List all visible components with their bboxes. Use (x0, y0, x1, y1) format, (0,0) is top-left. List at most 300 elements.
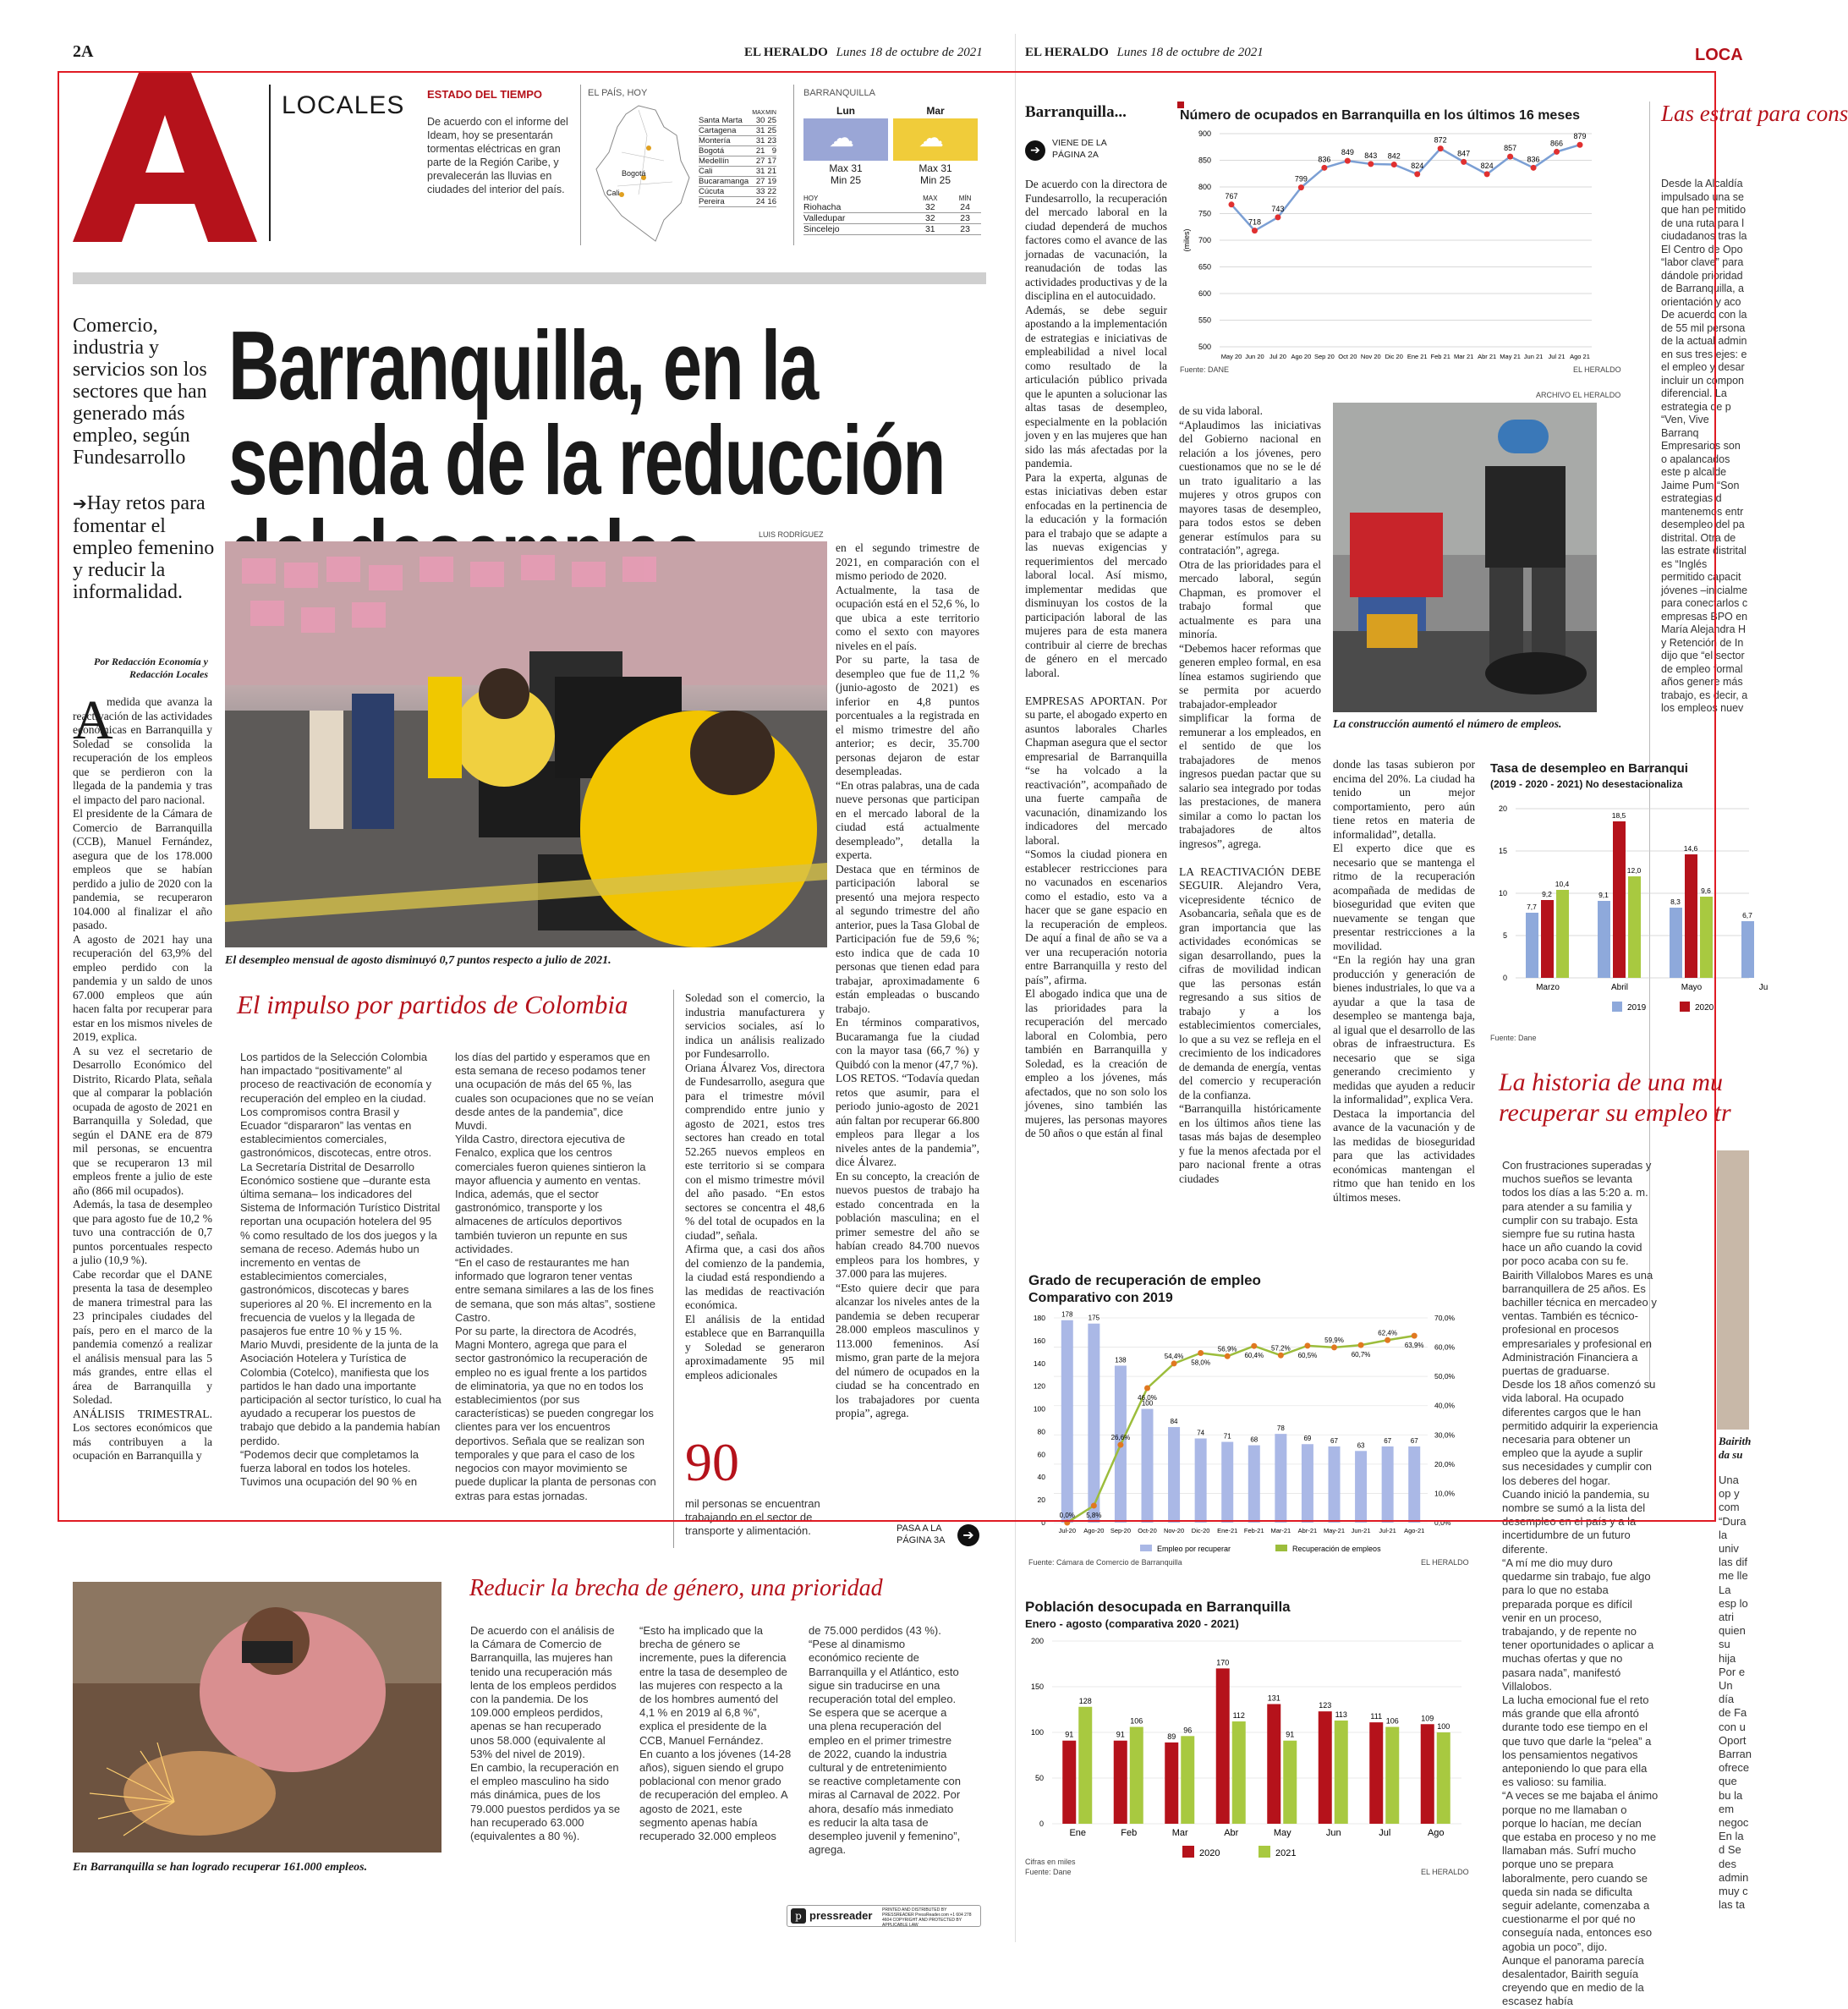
impulso-title: El impulso por partidos de Colombia (237, 990, 628, 1019)
city-cell: 24 (751, 197, 765, 207)
chart-poblacion-subtitle: Enero - agosto (comparativa 2020 - 2021) (1025, 1617, 1239, 1630)
data-label: 847 (1457, 149, 1471, 158)
photo-caption: El desempleo mensual de agosto disminuyó 0,7 puntos respecto a julio de 2021. (225, 954, 611, 967)
bar (1598, 901, 1610, 978)
y-tick-label: 650 (1198, 262, 1211, 272)
dropcap: A (73, 689, 113, 751)
x-tick-label: Nov-20 (1163, 1527, 1185, 1534)
x-tick-label: Abril (1610, 983, 1629, 992)
body-col-2: en el segundo trimestre de 2021, en comparación con el mismo periodo de 2020. Actualmente, la tasa de ocupación está en el 52,6 %, lo que ubica a este territorio como el sexto con mayores niveles en el país. Por su parte, la tasa de desempleo que fue de 11,2 % (junio-agosto de 2021) es inferior en 4,8 puntos porcentuales a la registrada en el mismo trimestre del año anterior; es decir, 35.700 personas dejaron de estar desempleadas. “En otras palabras, una de cada nueve personas que participan en el mercado laboral de la ciudad está actualmente desempleado”, detalla la experta. Destaca que en términos de participación laboral se presentó una mejora respecto al segundo trimestre del año anterior, pues la Tasa Global de Participación fue de 59,6 %; esto indica que de cada 10 personas que tienen edad para trabajar, aproximadamente 6 están empleadas o buscando trabajo. En términos comparativos, Bucaramanga fue la ciudad con la mayor tasa (66,7 %) y Quibdó con la menor (47,7 %). LOS RETOS. “Todavía quedan retos que asumir, para el periodo junio-agosto de 2021 aún faltan por recuperar 66.800 empleos para llegar a los niveles antes de la pandemia”, dice Álvarez. En su concepto, la creación de nuevos puestos de trabajo ha estado concentrada en la población masculina; en el primer semestre del año se habían creado 84.700 nuevos empleos para los hombres, y 37.000 para las mujeres. “Esto quiere decir que para alcanzar los niveles antes de la pandemia se deben recuperar 28.000 empleos masculinos y 113.000 femeninos. Así mismo, gran parte de la mejora del número de ocupados en la ciudad se ha concentrado en los trabajadores por cuenta propia”, agrega. (836, 541, 979, 1419)
folio: 2A (73, 42, 94, 61)
bar (1385, 1727, 1399, 1824)
bar-label: 170 (1216, 1658, 1230, 1667)
bar (1329, 1446, 1341, 1523)
bar (1216, 1668, 1230, 1824)
pct-label: 46,0% (1138, 1393, 1157, 1402)
bar-label: 67 (1410, 1436, 1418, 1445)
byline: Por Redacción Economía y Redacción Locales (94, 656, 208, 680)
arrow-right-icon[interactable]: ➔ (957, 1524, 979, 1546)
chart-poblacion (1022, 1631, 1478, 1859)
legend-swatch (1140, 1545, 1152, 1551)
cities-header (699, 110, 751, 116)
city-cell: 31 (751, 136, 765, 146)
x-tick-label: Jul-20 (1058, 1527, 1077, 1534)
colombia-map (588, 102, 698, 245)
impulso-col-2: los días del partido y esperamos que en esta semana de receso podamos tener una ocupación de más del 65 %, las cuales son ocupaciones que no se veían desde antes de la pandemia”, dice Muvdi. Yilda Castro, directora ejecutiva de Fenalco, explica que los centros comerciales fueron quienes sintieron la mayor afluencia y aumento en ventas. Indica, además, que el sector gastronómico, transporte y los almacenes de artículos deportivos también tuvieron un repunte en sus actividades. “En el caso de restaurantes me han informado que lograron tener ventas entre semana similares a las de los fines de semana, que son más altas”, sostiene Castro. Por su parte, la directora de Acodrés, Magni Montero, agrega que para el sector gastronómico la recuperación de empleo no es igual frente a los partidos de eliminatoria, ya que no en todos los establecimientos (por sus características) se pueden congregar los clientes para ver los encuentros deportivos. Señala que se realizan son temporales y que para el caso de los negocios con mayor movimiento se puede duplicar la planta de personas con extras para estas jornadas. (455, 1051, 656, 1502)
data-point (1229, 201, 1235, 207)
legend-label: 2020 (1199, 1848, 1220, 1858)
bar-label: 78 (1276, 1424, 1285, 1433)
chart-grado-brand: EL HERALDO (1421, 1558, 1469, 1567)
hoy-row (803, 224, 981, 235)
photo-credit: LUIS RODRÍGUEZ (759, 530, 824, 539)
bar-label: 89 (1167, 1732, 1176, 1741)
bar (1267, 1704, 1280, 1824)
chart-tasa-subtitle: (2019 - 2020 - 2021) No desestacionaliza (1490, 778, 1683, 790)
data-point (1414, 171, 1420, 177)
cities-table (699, 110, 776, 207)
city-cell: 25 (765, 116, 776, 126)
bar (1221, 1442, 1233, 1523)
y-tick-label: 800 (1198, 183, 1211, 191)
bar-label: 67 (1384, 1436, 1392, 1445)
bar-label: 109 (1421, 1714, 1434, 1723)
data-label: 842 (1387, 151, 1401, 161)
y-tick-label: 10 (1498, 889, 1507, 897)
gray-bar (73, 272, 986, 284)
y-tick-label-left: 100 (1033, 1404, 1045, 1413)
data-point (1198, 1350, 1204, 1356)
x-tick-label: Jul 21 (1548, 353, 1566, 360)
x-tick-label: May 21 (1500, 353, 1521, 360)
store-photo-icon (225, 541, 827, 947)
brecha-col-1: De acuerdo con el análisis de la Cámara de Comercio de Barranquilla, las mujeres han tenido una recuperación más lenta de los empleos perdidos con la pandemia. De los 109.000 empleos perdidos, apenas se han recuperado unos 58.000 (equivalente al 53% del nivel de 2019). En cambio, la recuperación en el empleo masculino ha sido más dinámica, pues de los 79.000 puestos perdidos ya se han recuperado 63.000 (equivalentes a 80 %). (470, 1624, 621, 1843)
hoy-header: MAX (923, 195, 938, 202)
x-tick-label: Abr-21 (1297, 1527, 1318, 1534)
legend-swatch (1259, 1846, 1270, 1858)
cities-header: MIN (765, 110, 776, 116)
y-tick-label-left: 160 (1033, 1336, 1045, 1345)
city-row (699, 187, 776, 197)
city-cell: 27 (751, 156, 765, 167)
bar (1319, 1711, 1332, 1824)
cities-header: MAX (752, 110, 765, 116)
chart-ocupados-brand: EL HERALDO (1573, 365, 1621, 374)
data-point (1484, 171, 1490, 177)
legend-label: 2019 (1627, 1003, 1647, 1013)
forecast-max: Max 31 (919, 162, 952, 174)
city-cell: Montería (699, 136, 751, 146)
bar-label: 123 (1319, 1701, 1332, 1710)
x-tick-label: Marzo (1536, 983, 1560, 992)
y-tick-label: 900 (1198, 129, 1211, 138)
y-tick-label-left: 20 (1037, 1496, 1045, 1505)
chart-marker (1177, 102, 1184, 108)
x-tick-label: Feb (1121, 1828, 1138, 1838)
city-cell: 17 (765, 156, 776, 167)
data-point (1064, 1520, 1070, 1526)
bar (1408, 1446, 1420, 1523)
story-side-text: Una op y com “Dura la univ las dif me lle La esp lo atri quien su hija Por e Un día de Fa con u Oport Barran ofrece que bu la em negoc En la d Se des admin muy c las ta (1719, 1474, 1752, 1912)
bar (1382, 1446, 1394, 1523)
forecast-min: Min 25 (919, 174, 951, 186)
hoy-row (803, 202, 981, 213)
x-tick-label: Ene-21 (1217, 1527, 1238, 1534)
hoy-cell: 24 (949, 202, 981, 213)
data-point (1278, 1353, 1284, 1359)
legend-label: Recuperación de empleos (1292, 1545, 1381, 1553)
bar-label: 128 (1078, 1696, 1092, 1705)
chart-tasa-title: Tasa de desempleo en Barranqui (1490, 761, 1688, 776)
sun-cloud-icon: ☁ (893, 118, 978, 161)
bar-label: 113 (1335, 1710, 1347, 1719)
chart-poblacion-note: Cifras en miles (1025, 1858, 1076, 1866)
data-point (1385, 1337, 1390, 1343)
x-tick-label: Mar-21 (1270, 1527, 1291, 1534)
x-tick-label: Oct-20 (1138, 1527, 1157, 1534)
bar (1061, 1320, 1073, 1523)
kicker: Barranquilla... (1025, 103, 1127, 121)
hoy-row (803, 213, 981, 224)
chart-tasa (1490, 795, 1768, 1024)
forecast-day-name: Mar (926, 105, 945, 117)
x-tick-label: Jun-21 (1351, 1527, 1371, 1534)
legend-label: 2020 (1695, 1003, 1714, 1013)
x-tick-label: Ene (1069, 1828, 1087, 1838)
data-point (1225, 1353, 1231, 1359)
pct-label: 54,4% (1164, 1352, 1184, 1360)
bar (1628, 876, 1641, 978)
hoy-cell: Riohacha (803, 202, 911, 213)
photo-caption-right: La construcción aumentó el número de empleos. (1333, 717, 1562, 730)
bar (1114, 1741, 1127, 1824)
bar-label: 91 (1286, 1730, 1295, 1739)
data-label: 836 (1318, 155, 1331, 164)
x-tick-label: Ago 20 (1291, 353, 1312, 360)
city-cell: 31 (751, 126, 765, 136)
body-col-1: medida que avanza la reactivación de las actividades económicas en Barranquilla y Soledad se consolida la recuperación de los empleos que se perdieron con la llegada de la pandemia y tras el impacto del paro nacional. El presidente de la Cámara de Comercio de Barranquilla (CCB), Manuel Fernández, asegura que de los 178.000 empleos que se habían perdido a julio de 2020 con la pandemia, se recuperaron 104.000 al finalizar el año pasado. A agosto de 2021 hay una recuperación del 63,9% del empleo perdido con la pandemia y un saldo de unos 67.000 empleos que aún hacen falta por recuperar para estar en los mismos niveles de 2019, explica. A su vez el secretario de Desarrollo Económico del Distrito, Ricardo Plata, señala que al comparar la población ocupada de agosto de 2021 en Barranquilla y Soledad, que según el DANE era de 879 mil personas, se encuentra que se recuperaron 13 mil empleos frente a julio de este año (866 mil ocupados). Además, la tasa de desempleo que para agosto fue de 10,2 % tuvo una contracción de 0,7 puntos porcentuales respecto a julio (10,9 %). Cabe recordar que el DANE presenta la tasa de desempleo de manera trimestral para las 23 principales ciudades del país, pero en el marco de la pandemia comenzó a realizar el análisis mensual para las 5 más grandes, entre ellas el área de Barranquilla y Soledad. ANÁLISIS TRIMESTRAL. Los sectores económicos que más contribuyen a la ocupación en Barranquilla y (73, 695, 212, 1462)
y-tick-label-right: 0,0% (1434, 1518, 1451, 1527)
bar (1421, 1724, 1434, 1824)
data-point (1358, 1342, 1364, 1348)
data-label: 767 (1225, 191, 1238, 200)
y-tick-label: 150 (1030, 1682, 1044, 1691)
pct-label: 56,9% (1217, 1345, 1237, 1353)
data-point (1144, 1385, 1150, 1391)
x-tick-label: Sep-20 (1110, 1527, 1132, 1534)
y-tick-label-left: 0 (1041, 1518, 1045, 1527)
chart-ocupados-title: Número de ocupados en Barranquilla en los últimos 16 meses (1180, 108, 1581, 123)
pressreader-name: pressreader (809, 1909, 873, 1922)
y-tick-label-left: 80 (1037, 1427, 1045, 1436)
y-tick-label: 700 (1198, 236, 1211, 244)
x-tick-label: Oct 20 (1338, 353, 1357, 360)
x-tick-label: Jul (1379, 1828, 1391, 1838)
city-row (699, 136, 776, 146)
data-label: 843 (1364, 151, 1378, 160)
city-cell: 25 (765, 126, 776, 136)
brecha-col-2: “Esto ha implicado que la brecha de género se incremente, pues la diferencia entre la tasa de desempleo de las mujeres con respecto a la de los hombres aumentó del 4,1 % en 2019 al 6,8 %”, explica el presidente de la CCB, Manuel Fernández. En cuanto a los jóvenes (14-28 años), siguen siendo el grupo poblacional con menor grado de recuperación del empleo. A agosto de 2021, este segmento apenas había recuperado 32.000 empleos (639, 1624, 792, 1843)
bar-label: 63 (1357, 1441, 1365, 1450)
city-cell: 23 (765, 136, 776, 146)
impulso-col-1: Los partidos de la Selección Colombia han impactado “positivamente” al proceso de reactivación de economía y recuperación del empleo en la ciudad. Los compromisos contra Brasil y Ecuador “dispararon” las ventas en establecimientos comerciales, gastronómicos, discotecas, entre otros. La Secretaría Distrital de Desarrollo Económico sostiene que –durante esta última semana– los indicadores del Sistema de Información Turístico Distrital reportan una ocupación hotelera del 95 % como resultado de los dos juegos y la semana de receso. Además hubo un incremento en ventas de establecimientos comerciales, gastronómicos, discotecas y bares superiores al 20 %. El incremento en la frecuencia de vuelos y la llegada de pasajeros fue entre 10 % y 15 %. Mario Muvdi, presidente de la junta de la Asociación Hotelera y Turística de Colombia (Cotelco), manifiesta que los partidos le han dado una importante participación al sector turístico, lo cual ha ayudado a recuperar los puestos de trabajo que debido a la pandemia habían perdido. “Podemos decir que completamos la fuerza laboral en todos los hoteles. Tuvimos una ocupación del 90 % en (240, 1051, 441, 1489)
pct-label: 60,4% (1244, 1352, 1264, 1360)
city-row (699, 156, 776, 167)
weather-text: De acuerdo con el informe del Ideam, hoy se presentarán tormentas eléctricas en gran parte de la Región Caribe, y prevalecerán las lluvias en ciudades del interior del país. (427, 116, 568, 195)
map-city-cali: Cali (606, 189, 620, 197)
y-tick-label: 5 (1502, 931, 1507, 940)
bar (1355, 1451, 1367, 1523)
data-point (1275, 214, 1280, 220)
bar (1526, 913, 1538, 978)
bar (1302, 1444, 1313, 1523)
x-tick-label: Ago-21 (1404, 1527, 1425, 1534)
legend-label: 2021 (1275, 1848, 1297, 1858)
big-number-text: mil personas se encuentran trabajando en el sector de transporte y alimentación. (685, 1497, 820, 1538)
data-point (1554, 149, 1560, 155)
bar (1181, 1736, 1194, 1824)
storm-cloud-icon: ☁ (803, 118, 888, 161)
construction-photo (1333, 403, 1597, 712)
x-tick-label: Mar (1171, 1828, 1188, 1838)
brecha-title: Reducir la brecha de género, una prioridad (469, 1575, 883, 1601)
city-cell: Santa Marta (699, 116, 751, 126)
section-cut: LOCA (1695, 46, 1743, 64)
city-row (699, 116, 776, 126)
data-point (1507, 154, 1513, 160)
city-row (699, 146, 776, 156)
viene-link[interactable]: VIENE DE LA PÁGINA 2A (1052, 138, 1107, 160)
chart-poblacion-source: Fuente: Dane (1025, 1868, 1072, 1876)
pct-label: 63,9% (1404, 1342, 1424, 1350)
bar-label: 111 (1370, 1712, 1383, 1721)
chart-poblacion-brand: EL HERALDO (1421, 1868, 1469, 1876)
legend-swatch (1182, 1846, 1194, 1858)
x-tick-label: May (1273, 1828, 1291, 1838)
map-label: EL PAÍS, HOY (588, 88, 648, 98)
chart-grado-subtitle: Comparativo con 2019 (1028, 1291, 1173, 1305)
bar (1078, 1707, 1092, 1824)
data-label: 872 (1434, 135, 1447, 145)
y-axis-label: (miles) (1182, 228, 1191, 252)
city-cell: 9 (765, 146, 776, 156)
y-tick-label: 0 (1502, 974, 1507, 982)
pressreader-small: PRINTED AND DISTRIBUTED BY PRESSREADER PressReader.com +1 604 278 4604 COPYRIGHT AND PROTECTED BY APPLICABLE LAW (882, 1907, 972, 1928)
forecast-days (803, 105, 981, 198)
big-number: 90 (685, 1432, 739, 1492)
x-tick-label: May 20 (1220, 353, 1242, 360)
bar-label: 12,0 (1626, 866, 1642, 875)
data-label: 743 (1271, 204, 1285, 213)
city-cell: Bucaramanga (699, 177, 751, 187)
data-label: 799 (1294, 174, 1308, 184)
city-cell: Cartagena (699, 126, 751, 136)
y-tick-label-left: 40 (1037, 1473, 1045, 1482)
deck: Comercio, industria y servicios son los sectores que han generado más empleo, según Fundesarrollo (73, 315, 207, 469)
map-city-bogota: Bogotá (622, 169, 646, 178)
bar-label: 91 (1065, 1730, 1074, 1739)
pasa-link[interactable]: PASA A LA PÁGINA 3A (897, 1523, 946, 1545)
data-point (1577, 142, 1583, 148)
bar-label: 138 (1115, 1356, 1127, 1364)
bar (1275, 1434, 1286, 1523)
data-point (1461, 159, 1467, 165)
data-point (1531, 165, 1537, 171)
data-point (1251, 1343, 1257, 1349)
story-photo (1717, 1150, 1749, 1430)
chart-poblacion-title: Población desocupada en Barranquilla (1025, 1599, 1291, 1615)
city-row (699, 197, 776, 207)
section-letter (73, 73, 259, 242)
data-point (1368, 161, 1374, 167)
x-tick-label: Ago-20 (1083, 1527, 1105, 1534)
bar (1369, 1722, 1383, 1824)
chart-tasa-source: Fuente: Dane (1490, 1034, 1537, 1042)
bar-label: 175 (1088, 1314, 1100, 1322)
city-row (699, 167, 776, 177)
y-tick-label: 50 (1034, 1774, 1044, 1782)
data-point (1345, 158, 1351, 164)
city-cell: 27 (751, 177, 765, 187)
chart-grado-title: Grado de recuperación de empleo (1028, 1272, 1261, 1288)
city-cell: Pereira (699, 197, 751, 207)
y-tick-label: 850 (1198, 156, 1211, 165)
bar-label: 84 (1170, 1418, 1178, 1426)
city-cell: 31 (751, 167, 765, 177)
data-label: 866 (1550, 139, 1564, 148)
x-tick-label: Ene 21 (1407, 353, 1428, 360)
section-letter-a-icon (73, 73, 259, 242)
x-tick-label: Ago (1427, 1828, 1445, 1838)
bar-label: 74 (1197, 1429, 1205, 1437)
bar-label: 178 (1061, 1310, 1073, 1319)
pct-label: 60,5% (1297, 1351, 1318, 1359)
story-photo-caption: Bairith da su (1719, 1435, 1752, 1461)
hoy-cell: 32 (911, 202, 949, 213)
masthead-name: EL HERALDO (744, 46, 828, 59)
bar-label: 7,7 (1527, 903, 1537, 911)
hoy-cell: 23 (949, 224, 981, 235)
baq-label: BARRANQUILLA (803, 88, 875, 98)
y-tick-label: 15 (1498, 847, 1507, 855)
x-tick-label: Mayo (1681, 983, 1703, 992)
bar (1700, 897, 1713, 978)
forecast-max: Max 31 (829, 162, 863, 174)
x-tick-label: Feb 21 (1430, 353, 1450, 360)
chart-grado-source: Fuente: Cámara de Comercio de Barranquilla (1028, 1558, 1182, 1567)
bar (1062, 1741, 1076, 1824)
x-tick-label: May-21 (1323, 1527, 1346, 1534)
y-tick-label: 100 (1030, 1728, 1044, 1737)
x-tick-label: Jun (1325, 1828, 1341, 1838)
bar (1165, 1743, 1178, 1824)
bar-label: 9,1 (1598, 891, 1609, 899)
bar-label: 14,6 (1683, 844, 1698, 853)
x-tick-label: Jun 20 (1245, 353, 1264, 360)
y-tick-label: 750 (1198, 209, 1211, 218)
masthead-name-right: EL HERALDO (1025, 46, 1109, 59)
welder-photo-icon (73, 1582, 441, 1853)
section-name: LOCALES (282, 91, 405, 119)
city-cell: 21 (765, 167, 776, 177)
bar (1335, 1721, 1348, 1824)
city-cell: Cali (699, 167, 751, 177)
pct-label: 0,0% (1059, 1512, 1075, 1519)
city-cell: 33 (751, 187, 765, 197)
data-point (1252, 228, 1258, 233)
pressreader-icon: p (791, 1908, 806, 1924)
legend-swatch (1612, 1002, 1622, 1012)
forecast-day (803, 105, 888, 186)
y-tick-label: 500 (1198, 343, 1211, 351)
pct-label: 60,7% (1351, 1351, 1371, 1359)
y-tick-label-right: 40,0% (1434, 1401, 1456, 1410)
legend-swatch (1680, 1002, 1690, 1012)
bar-label: 9,2 (1542, 890, 1552, 898)
pct-label: 62,4% (1378, 1329, 1397, 1337)
bar (1248, 1446, 1260, 1523)
body-col-3: Soledad son el comercio, la industria manufacturera y servicios sociales, así lo indica un análisis realizado por Fundesarrollo. Oriana Álvarez Vos, directora de Fundesarrollo, asegura que para el trimestre móvil comprendido entre junio y agosto de 2021, estos tres sectores han creado en total 52.265 nuevos empleos en este territorio si se compara con el mismo trimestre móvil del año pasado. “En estos sectores se concentra el 48,6 % del total de ocupados en la ciudad”, señala. Afirma que, a casi dos años del comienzo de la pandemia, la ciudad está respondiendo a las medidas de reactivación económica. El análisis de la entidad establece que en Barranquilla y Soledad se generaron aproximadamente 95 mil empleos adicionales (685, 991, 825, 1381)
city-cell: 22 (765, 187, 776, 197)
data-point (1171, 1360, 1177, 1366)
masthead-date: Lunes 18 de octubre de 2021 (836, 46, 983, 59)
city-cell: 21 (751, 146, 765, 156)
pct-label: 57,2% (1271, 1344, 1291, 1353)
city-cell: Bogotá (699, 146, 751, 156)
data-point (1298, 184, 1304, 190)
y-tick-label-right: 30,0% (1434, 1430, 1456, 1440)
data-label: 857 (1504, 144, 1517, 153)
y-tick-label: 550 (1198, 316, 1211, 325)
y-tick-label: 0 (1039, 1820, 1044, 1828)
bar-label: 69 (1303, 1435, 1312, 1443)
data-label: 824 (1480, 161, 1494, 170)
bar (1741, 921, 1754, 978)
chart-ocupados-source: Fuente: DANE (1180, 365, 1230, 374)
bottom-caption: En Barranquilla se han logrado recuperar 161.000 empleos. (73, 1861, 368, 1874)
data-label: 824 (1411, 161, 1424, 170)
pct-label: 58,0% (1191, 1359, 1210, 1367)
legend-label: Empleo por recuperar (1157, 1545, 1231, 1553)
y-tick-label: 20 (1498, 804, 1507, 813)
bar-label: 6,7 (1742, 911, 1752, 919)
pressreader-badge (787, 1905, 981, 1927)
bar-label: 106 (1385, 1716, 1399, 1726)
hoy-cell: Valledupar (803, 213, 911, 224)
hoy-cell: 32 (911, 213, 949, 224)
y-tick-label-left: 180 (1033, 1314, 1045, 1322)
bar-label: 100 (1437, 1722, 1450, 1731)
hoy-cell: 31 (911, 224, 949, 235)
construction-photo-icon (1333, 403, 1597, 712)
bar (1685, 854, 1697, 978)
bar (1130, 1727, 1143, 1824)
pct-label: 59,9% (1324, 1336, 1344, 1344)
arrow-right-icon[interactable]: ➔ (1025, 140, 1045, 161)
x-tick-label: Jun 21 (1523, 353, 1544, 360)
right-col-2: de su vida laboral. “Aplaudimos las iniciativas del Gobierno nacional en relación a los jóvenes, pero cuestionamos que no se le dé un trato igualitario a las mujeres y otros grupos con mayores tasas de desempleo, para todos estos se deben generar estímulos para su contratación”, agrega. Otra de las prioridades para el mercado laboral, según Chapman, es promover el trabajo formal que actualmente es para una minoría. “Debemos hacer reformas que generen empleo formal, en esa línea estamos sugiriendo que se permita por acuerdo trabajador-empleador simplificar la forma de remunerar a los empleados, en el sentido de que los trabajadores de menos ingresos puedan pactar que su salario sea integrado por todas las prestaciones, de manera similar a como lo pactan los trabajadores de altos ingresos”, agrega. LA REACTIVACIÓN DEBE SEGUIR. Alejandro Vera, vicepresidente técnico de Asobancaria, señala que es de gran importancia que las actividades económicas se sigan desarrollando, pues la cifras de movilidad indican que las personas están regresando a sus sitios de trabajo y a los establecimientos comerciales, lo que a su vez se refleja en el crecimiento de los indicadores de demanda de energía, ventas del comercio y recuperación de la confianza. “Barranquilla históricamente en los últimos años tiene las tasas más bajas de desempleo y fue la menos afectada por el paro nacional frente a otras ciudades (1179, 404, 1321, 1185)
data-point (1391, 162, 1397, 167)
city-row (699, 126, 776, 136)
bar (1195, 1439, 1207, 1523)
x-tick-label: Ju (1758, 983, 1768, 992)
legend-swatch (1275, 1545, 1287, 1551)
data-label: 718 (1248, 217, 1261, 227)
city-cell: 16 (765, 197, 776, 207)
y-tick-label: 600 (1198, 289, 1211, 298)
data-point (1412, 1333, 1418, 1339)
x-tick-label: Feb-21 (1243, 1527, 1264, 1534)
